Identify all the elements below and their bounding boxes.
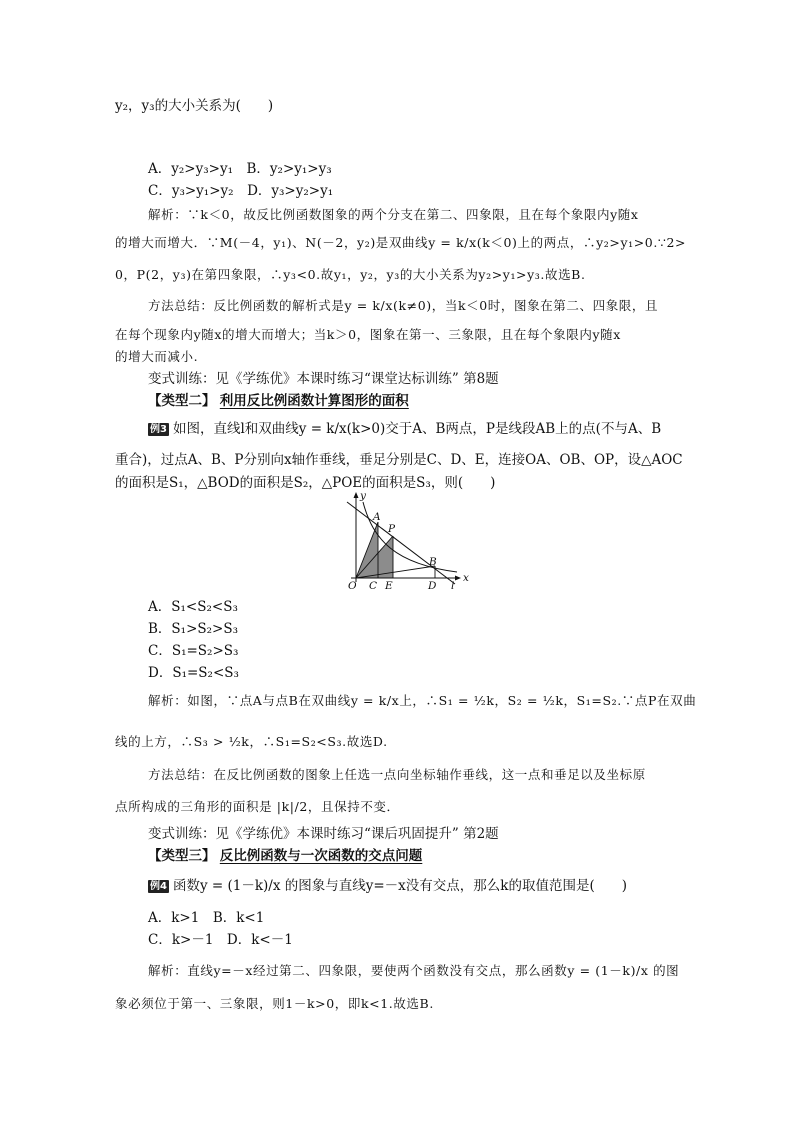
section-title: 反比例函数与一次函数的交点问题 [219, 848, 423, 864]
label-y: y [360, 490, 366, 502]
choice-c: C．S₁=S₂>S₃ [148, 643, 239, 659]
method-summary-line: 在每个现象内y随x的增大而增大；当k＞0，图象在第一、三象限，且在每个象限内y随x [115, 327, 621, 342]
method-summary-line: 点所构成的三角形的面积是 |k|/2，且保持不变． [115, 799, 400, 814]
example-badge: 例4 [150, 881, 167, 892]
label-c: C [369, 580, 378, 590]
hyperbola-diagram [345, 490, 475, 590]
example-badge: 例3 [150, 424, 167, 435]
choice-line-ab: A．k>1 B．k<1 [148, 910, 265, 926]
section-title: 利用反比例函数计算图形的面积 [219, 393, 409, 409]
analysis-line: 解析：直线y=－x经过第二、四象限，要使两个函数没有交点，那么函数y = (1－k)/x 的图 [148, 963, 680, 978]
analysis-line: 解析：∵k＜0，故反比例函数图象的两个分支在第二、四象限，且在每个象限内y随x [148, 207, 639, 222]
section-tag: 【类型三】 [148, 848, 216, 864]
label-p: P [388, 523, 396, 535]
analysis-line: 线的上方，∴S₃ > ½k，∴S₁=S₂<S₃.故选D. [115, 734, 388, 749]
label-d: D [428, 580, 437, 590]
section-tag: 【类型二】 [148, 393, 216, 409]
label-o: O [348, 580, 357, 590]
question-tail: y₂，y₃的大小关系为( ) [115, 98, 274, 114]
example-text: 函数y = (1－k)/x 的图象与直线y=－x没有交点，那么k的取值范围是( ) [172, 878, 628, 894]
example-line [148, 877, 627, 895]
example-line: 的面积是S₁，△BOD的面积是S₂，△POE的面积是S₃，则( ) [115, 475, 496, 491]
example-line [148, 420, 661, 438]
variant-training: 变式训练：见《学练优》本课时练习“课堂达标训练” 第8题 [148, 371, 499, 387]
example-line: 重合)，过点A、B、P分别向x轴作垂线，垂足分别是C、D、E，连接OA、OB、OP，设△AOC [115, 452, 683, 468]
section-heading [148, 392, 409, 410]
analysis-line: 象必须位于第一、三象限，则1－k>0，即k<1.故选B. [115, 996, 434, 1011]
variant-training: 变式训练：见《学练优》本课时练习“课后巩固提升” 第2题 [148, 826, 499, 842]
analysis-line: 解析：如图，∵点A与点B在双曲线y = k/x上，∴S₁ = ½k，S₂ = ½k，S₁=S₂.∵点P在双曲 [148, 693, 697, 708]
section-heading [148, 847, 422, 865]
label-e: E [385, 580, 393, 590]
hyperbola-figure [345, 490, 475, 594]
label-x: x [463, 572, 469, 584]
label-a: A [373, 511, 381, 523]
analysis-line: 0，P(2，y₃)在第四象限，∴y₃<0.故y₁，y₂，y₃的大小关系为y₂>y₁>y₃.故选B. [115, 267, 586, 282]
method-summary-line: 的增大而减小. [115, 349, 199, 364]
y-axis-arrow [354, 492, 359, 498]
choice-line-cd: C．k>－1 D．k<－1 [148, 932, 293, 948]
method-summary-line: 方法总结：反比例函数的解析式是y = k/x(k≠0)，当k＜0时，图象在第二、四象限，且 [148, 298, 659, 313]
choice-a: A．S₁<S₂<S₃ [148, 599, 238, 615]
choice-line-ab: A．y₂>y₃>y₁ B．y₂>y₁>y₃ [148, 161, 332, 177]
choice-b: B．S₁>S₂>S₃ [148, 621, 239, 637]
label-l: l [451, 580, 455, 590]
choice-d: D．S₁=S₂<S₃ [148, 665, 239, 681]
choice-line-cd: C．y₃>y₁>y₂ D．y₃>y₂>y₁ [148, 183, 334, 199]
x-axis-arrow [455, 576, 461, 581]
example-text: 如图，直线l和双曲线y = k/x(k>0)交于A、B两点，P是线段AB上的点(不与A、B [172, 421, 662, 437]
label-b: B [429, 556, 437, 568]
analysis-line: 的增大而增大．∵M(－4，y₁)、N(－2，y₂)是双曲线y = k/x(k＜0)上的两点，∴y₂>y₁>0.∵2> [115, 235, 687, 250]
method-summary-line: 方法总结：在反比例函数的图象上任选一点向坐标轴作垂线，这一点和垂足以及坐标原 [148, 767, 646, 782]
